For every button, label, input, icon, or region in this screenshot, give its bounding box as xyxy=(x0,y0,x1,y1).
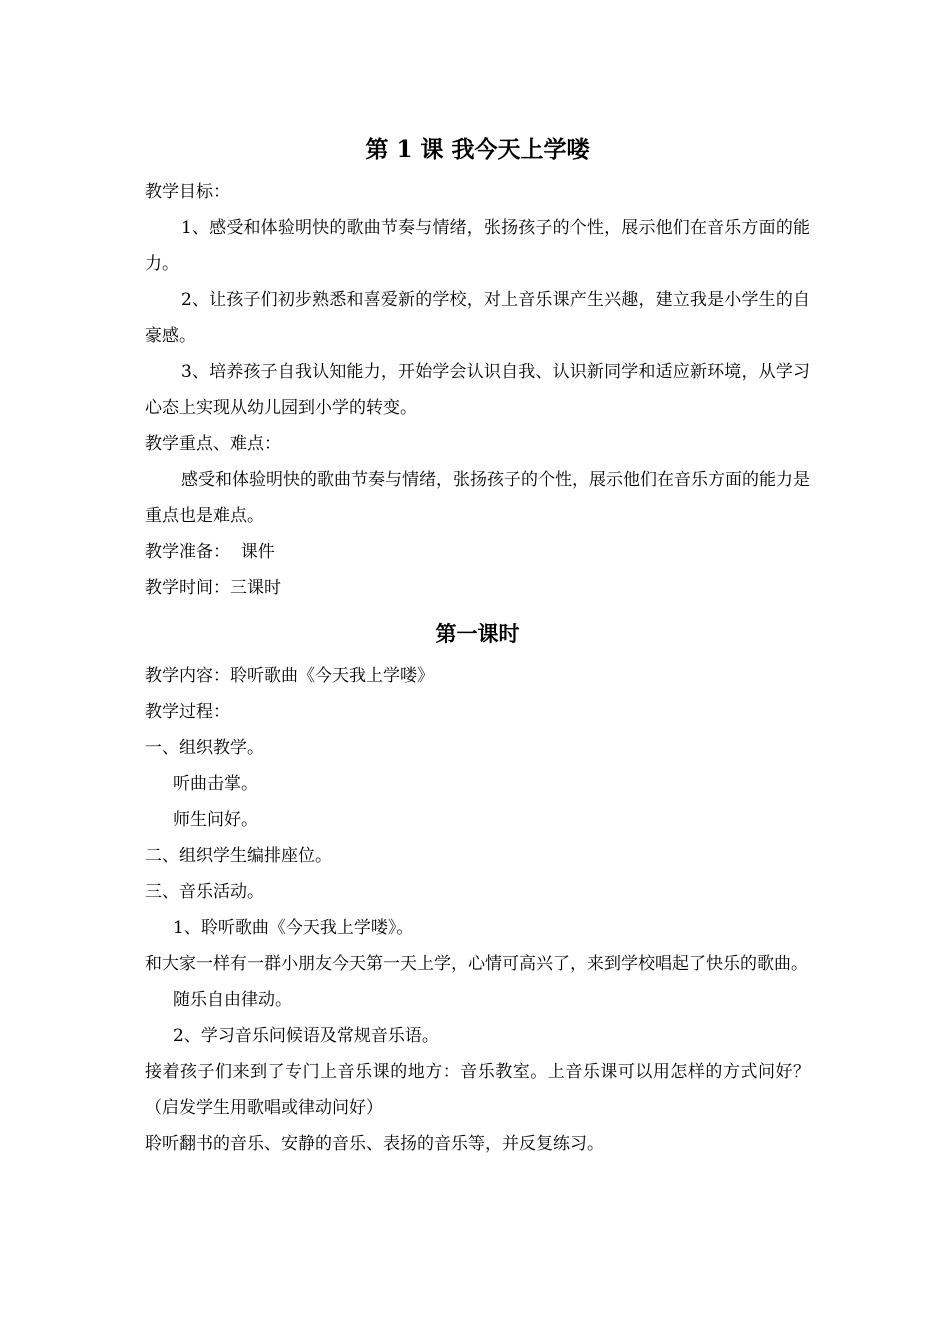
period-title: 第一课时 xyxy=(435,621,520,646)
step-2: 二、组织学生编排座位。 xyxy=(145,846,332,866)
preparation-line: 教学准备： 课件 xyxy=(145,542,275,562)
step-1: 一、组织教学。 xyxy=(145,738,264,758)
objective-3: 3、培养孩子自我认知能力，开始学会认识自我、认识新同学和适应新环境，从学习心态上实现从幼儿园到小学的转变。 xyxy=(145,362,810,418)
step-1b: 师生问好。 xyxy=(173,810,258,830)
objective-1: 1、感受和体验明快的歌曲节奏与情绪，张扬孩子的个性，展示他们在音乐方面的能力。 xyxy=(145,218,810,274)
key-points-label: 教学重点、难点： xyxy=(145,434,281,454)
activity-2-text: 接着孩子们来到了专门上音乐课的地方：音乐教室。上音乐课可以用怎样的方式问好？（启发学生用歌唱或律动问好） xyxy=(145,1062,810,1118)
objective-2: 2、让孩子们初步熟悉和喜爱新的学校，对上音乐课产生兴趣，建立我是小学生的自豪感。 xyxy=(145,290,810,346)
step-3: 三、音乐活动。 xyxy=(145,882,264,902)
document-page xyxy=(145,128,810,1162)
activity-1b: 随乐自由律动。 xyxy=(173,990,292,1010)
key-points-text: 感受和体验明快的歌曲节奏与情绪，张扬孩子的个性，展示他们在音乐方面的能力是重点也是难点。 xyxy=(145,470,810,526)
activity-2-text2: 聆听翻书的音乐、安静的音乐、表扬的音乐等，并反复练习。 xyxy=(145,1134,604,1154)
objectives-label: 教学目标： xyxy=(145,182,230,202)
time-line: 教学时间：三课时 xyxy=(145,578,281,598)
activity-1: 1、聆听歌曲《今天我上学喽》。 xyxy=(173,918,414,938)
process-label: 教学过程： xyxy=(145,702,230,722)
lesson-title: 第 1 课 我今天上学喽 xyxy=(365,136,590,163)
step-1a: 听曲击掌。 xyxy=(173,774,258,794)
activity-2: 2、学习音乐问候语及常规音乐语。 xyxy=(173,1026,439,1046)
content-line: 教学内容：聆听歌曲《今天我上学喽》 xyxy=(145,666,434,686)
activity-1-text: 和大家一样有一群小朋友今天第一天上学，心情可高兴了，来到学校唱起了快乐的歌曲。 xyxy=(145,954,808,974)
